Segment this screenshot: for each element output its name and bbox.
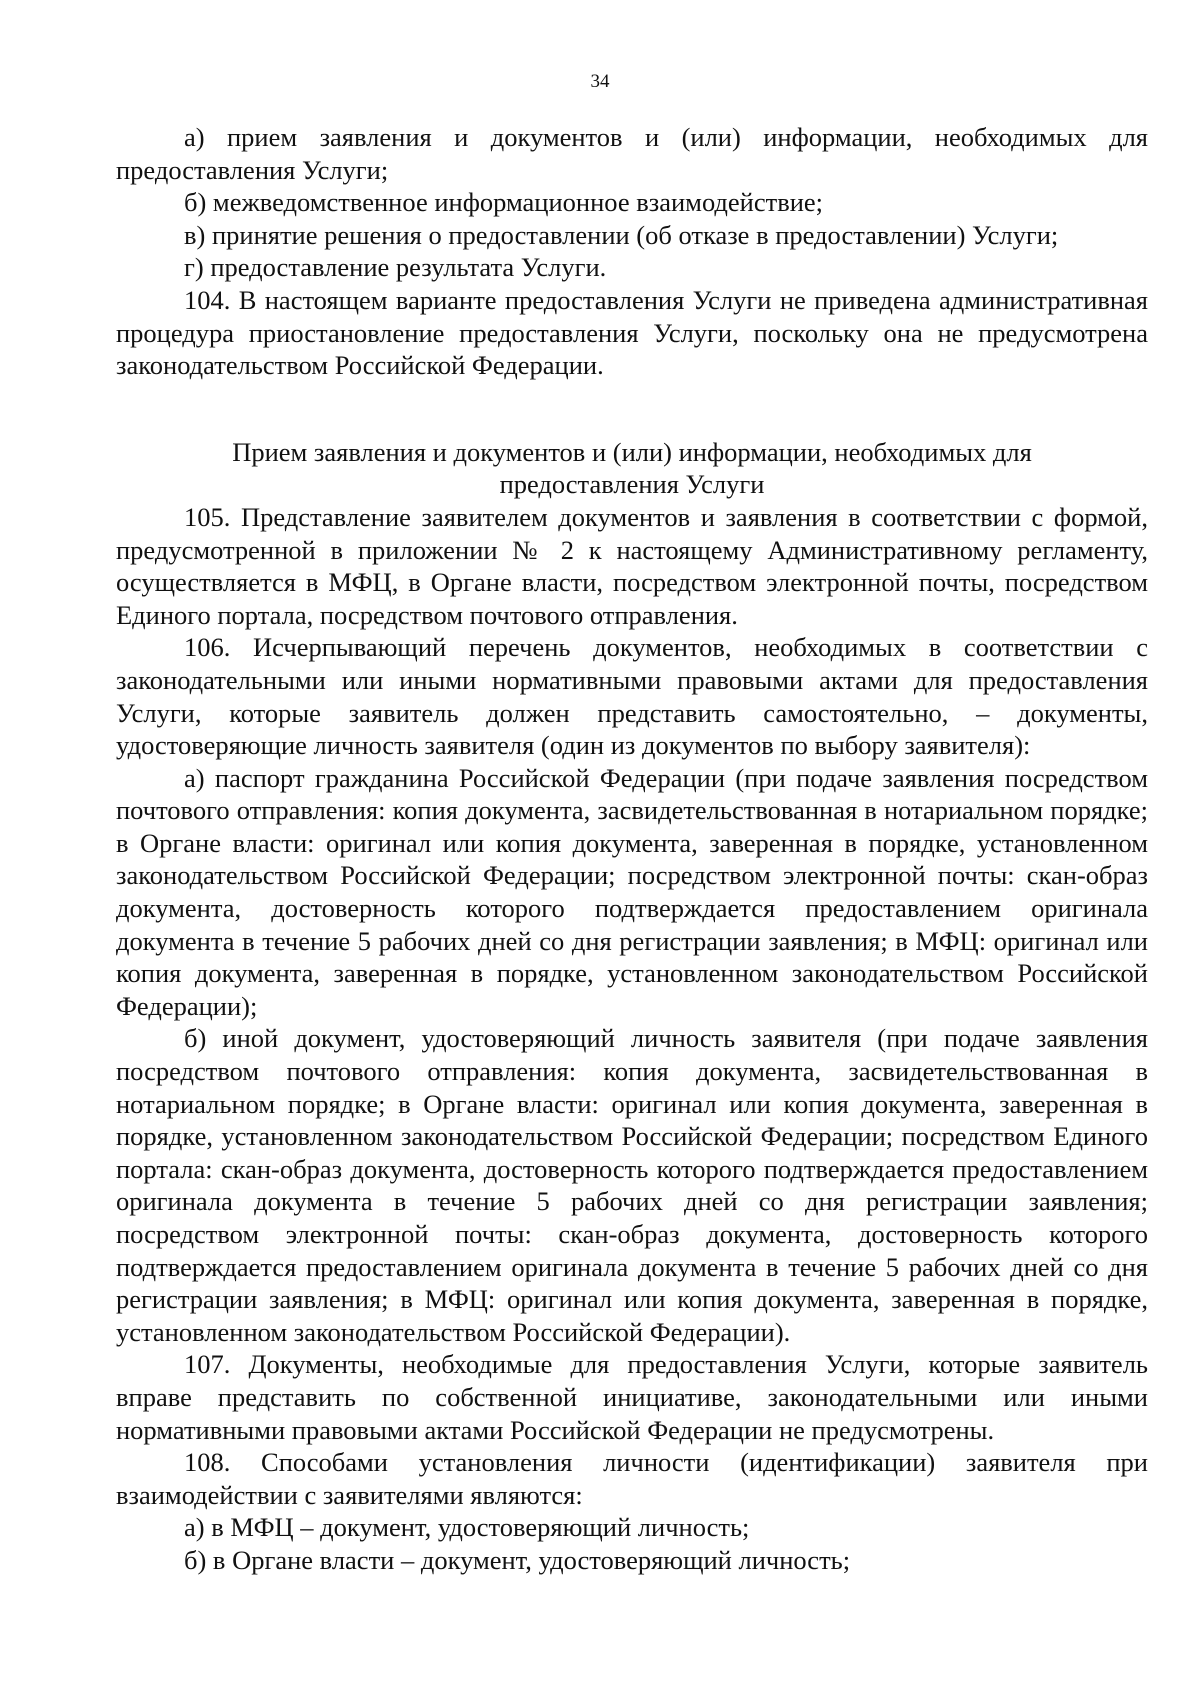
paragraph-108-item-a: а) в МФЦ – документ, удостоверяющий личность; (184, 1512, 750, 1543)
paragraph-item-g: г) предоставление результата Услуги. (184, 252, 607, 283)
paragraph-104: 104. В настоящем варианте предоставления Услуги не приведена административная процедура приостановление предоставления Услуги, поскольку она не предусмотрена законодательством Российской Федерации. (116, 284, 1148, 381)
paragraph-107: 107. Документы, необходимые для предоставления Услуги, которые заявитель вправе представить по собственной инициативе, законодательными или иными нормативными правовыми актами Российской Федерации не предусмотрены. (116, 1349, 1148, 1445)
paragraph-108-item-b: б) в Органе власти – документ, удостоверяющий личность; (184, 1544, 851, 1575)
paragraph-item-a: а) прием заявления и документов и (или) информации, необходимых для предоставления Услуги; (116, 122, 1148, 185)
paragraph-item-v: в) принятие решения о предоставлении (об отказе в предоставлении) Услуги; (184, 219, 1059, 250)
page-number: 34 (590, 71, 610, 92)
paragraph-105: 105. Представление заявителем документов и заявления в соответствии с формой, предусмотренной в приложении № 2 к настоящему Административному регламенту, осуществляется в МФЦ, в Органе власти, посредством электронной почты, посредством Единого портала, посредством почтового отправления. (116, 501, 1148, 630)
paragraph-108: 108. Способами установления личности (идентификации) заявителя при взаимодействии с заявителями являются: (116, 1447, 1148, 1510)
document-body (116, 121, 1148, 1577)
paragraph-106: 106. Исчерпывающий перечень документов, необходимых в соответствии с законодательными или иными нормативными правовыми актами для предоставления Услуги, которые заявитель должен представить самостоятельно, – документы, удостоверяющие личность заявителя (один из документов по выбору заявителя): (116, 632, 1148, 761)
paragraph-106-item-a: а) паспорт гражданина Российской Федерации (при подаче заявления посредством почтового отправления: копия документа, засвидетельствованная в нотариальном порядке; в Органе власти: оригинал или копия документа, заверенная в порядке, установленном законодательством Российской Федерации; посредством электронной почты: скан-образ документа, достоверность которого подтверждается предоставлением оригинала документа в течение 5 рабочих дней со дня регистрации заявления; в МФЦ: оригинал или копия документа, заверенная в порядке, установленном законодательством Российской Федерации); (116, 762, 1148, 1021)
paragraph-item-b: б) межведомственное информационное взаимодействие; (184, 187, 824, 218)
section-heading: Прием заявления и документов и (или) информации, необходимых для предоставления Услуги (232, 436, 1032, 500)
paragraph-106-item-b: б) иной документ, удостоверяющий личность заявителя (при подаче заявления посредством почтового отправления: копия документа, засвидетельствованная в нотариальном порядке; в Органе власти: оригинал или копия документа, заверенная в порядке, установленном законодательством Российской Федерации; посредством Единого портала: скан-образ документа, достоверность которого подтверждается предоставлением оригинала документа в течение 5 рабочих дней со дня регистрации заявления; посредством электронной почты: скан-образ документа, достоверность которого подтверждается предоставлением оригинала документа в течение 5 рабочих дней со дня регистрации заявления; в МФЦ: оригинал или копия документа, заверенная в порядке, установленном законодательством Российской Федерации). (116, 1023, 1148, 1347)
